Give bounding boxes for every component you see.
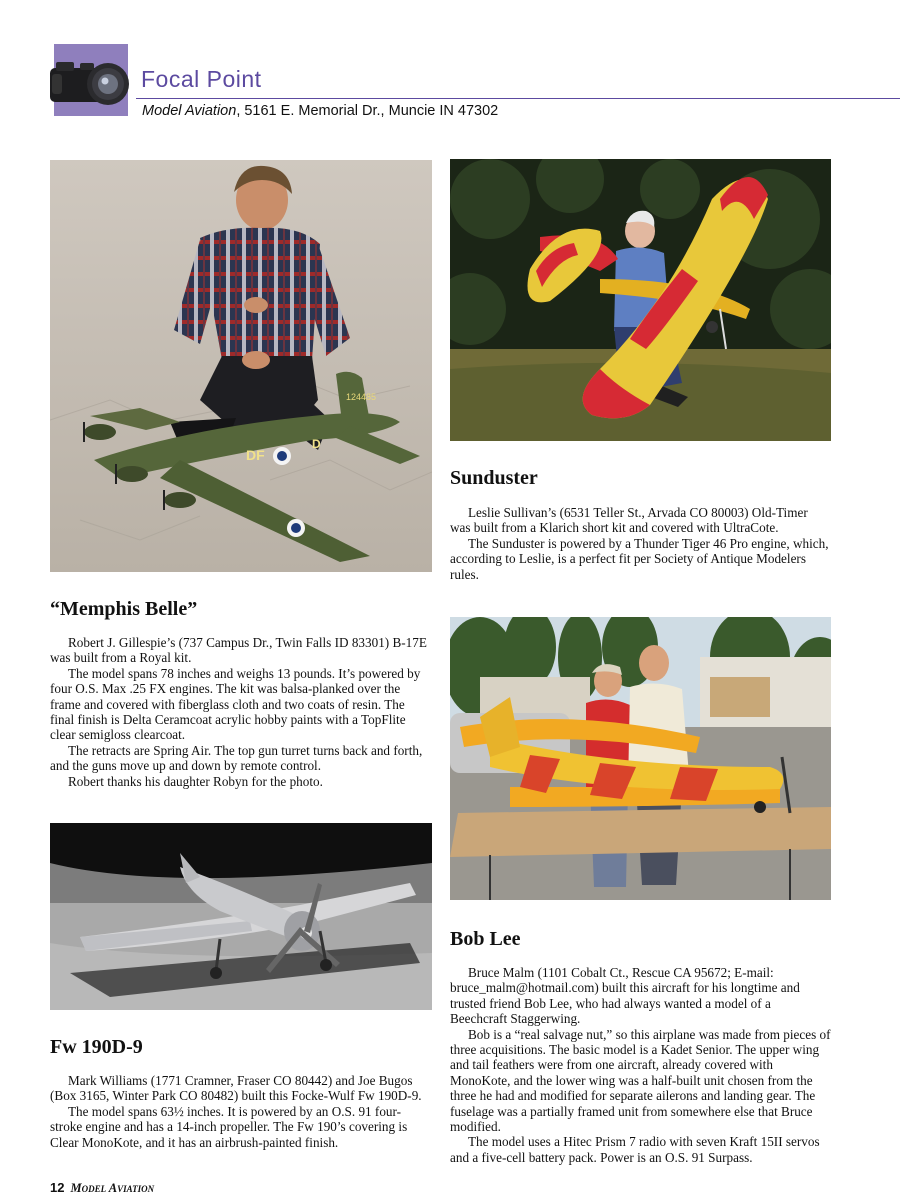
- bob-lee-paragraph: The model uses a Hitec Prism 7 radio with seven Kraft 15II servos and a five-cell battery pack. Power is an O.S. 91 Surpass.: [450, 1134, 820, 1165]
- sunduster-paragraph: The Sunduster is powered by a Thunder Tiger 46 Pro engine, which, according to Leslie, is a perfect fit per Society of Antique Modelers rules.: [450, 535, 829, 582]
- memphis-belle-paragraph: The retracts are Spring Air. The top gun turret turns back and forth, and the guns move up and down by remote control.: [50, 742, 423, 774]
- address-magazine: Model Aviation: [142, 103, 237, 119]
- footer-publication: Model Aviation: [70, 1181, 155, 1195]
- memphis-belle-body: [50, 635, 432, 789]
- bob-lee-body: [450, 965, 831, 1165]
- header-rule: [136, 98, 900, 99]
- memphis-belle-heading: “Memphis Belle”: [50, 598, 198, 620]
- bob-lee-paragraph: Bruce Malm (1101 Cobalt Ct., Rescue CA 95672; E-mail: bruce_malm@hotmail.com) built this aircraft for his longtime and trusted friend Bob Lee, who had always wanted a model of a Beechcraft Staggerwing.: [450, 965, 800, 1027]
- sunduster-photo: [450, 159, 831, 441]
- section-title: Focal Point: [141, 66, 262, 92]
- fw-190d-9-photo: [50, 823, 432, 1010]
- page-footer: [50, 1180, 154, 1196]
- camera-icon: [44, 56, 136, 108]
- fw-190d-9-paragraph: Mark Williams (1771 Cramner, Fraser CO 80442) and Joe Bugos (Box 3165, Winter Park CO 80482) built this Focke-Wulf Fw 190D-9.: [50, 1073, 422, 1104]
- bob-lee-heading: Bob Lee: [450, 928, 521, 950]
- fw-190d-9-heading: Fw 190D-9: [50, 1036, 143, 1058]
- bob-lee-paragraph: Bob is a “real salvage nut,” so this airplane was made from pieces of three acquisitions. The basic model is a Kadet Senior. The upper wing and tail feathers were from one aircraft, already covered with MonoKote, and the lower wing was a half-built unit chosen from the three he had and modified for separate ailerons and landing gear. The fuselage was a partially framed unit from somewhere else that Bruce modified.: [450, 1026, 831, 1135]
- sunduster-body: [450, 505, 831, 582]
- b17-code: DF: [246, 447, 265, 463]
- address-rest: , 5161 E. Memorial Dr., Muncie IN 47302: [236, 103, 499, 119]
- memphis-belle-photo: [50, 160, 432, 572]
- fw-190d-9-paragraph: The model spans 63½ inches. It is powered by an O.S. 91 four-stroke engine and has a 14-inch propeller. The Fw 190’s covering is Clear MonoKote, and it has an airbrush-painted finish.: [50, 1103, 408, 1150]
- sunduster-paragraph: Leslie Sullivan’s (6531 Teller St., Arvada CO 80003) Old-Timer was built from a Klarich short kit and covered with UltraCote.: [450, 505, 808, 536]
- memphis-belle-paragraph: The model spans 78 inches and weighs 13 pounds. It’s powered by four O.S. Max .25 FX engines. The kit was balsa-planked over the frame and covered with fiberglass cloth and two coats of resin. The final finish is Delta Ceramcoat acrylic hobby paints with a TopFlite clear semigloss clearcoat.: [50, 665, 421, 743]
- b17-code-2: D: [312, 437, 321, 451]
- fw-190d-9-body: [50, 1073, 432, 1150]
- bob-lee-photo: [450, 617, 831, 900]
- memphis-belle-paragraph: Robert J. Gillespie’s (737 Campus Dr., Twin Falls ID 83301) B-17E was built from a Royal kit.: [50, 635, 427, 666]
- page-number: 12: [50, 1180, 65, 1195]
- sunduster-heading: Sunduster: [450, 467, 538, 489]
- memphis-belle-paragraph: Robert thanks his daughter Robyn for the photo.: [68, 773, 323, 789]
- magazine-address: [142, 103, 498, 119]
- b17-tail-number: 124485: [346, 392, 377, 402]
